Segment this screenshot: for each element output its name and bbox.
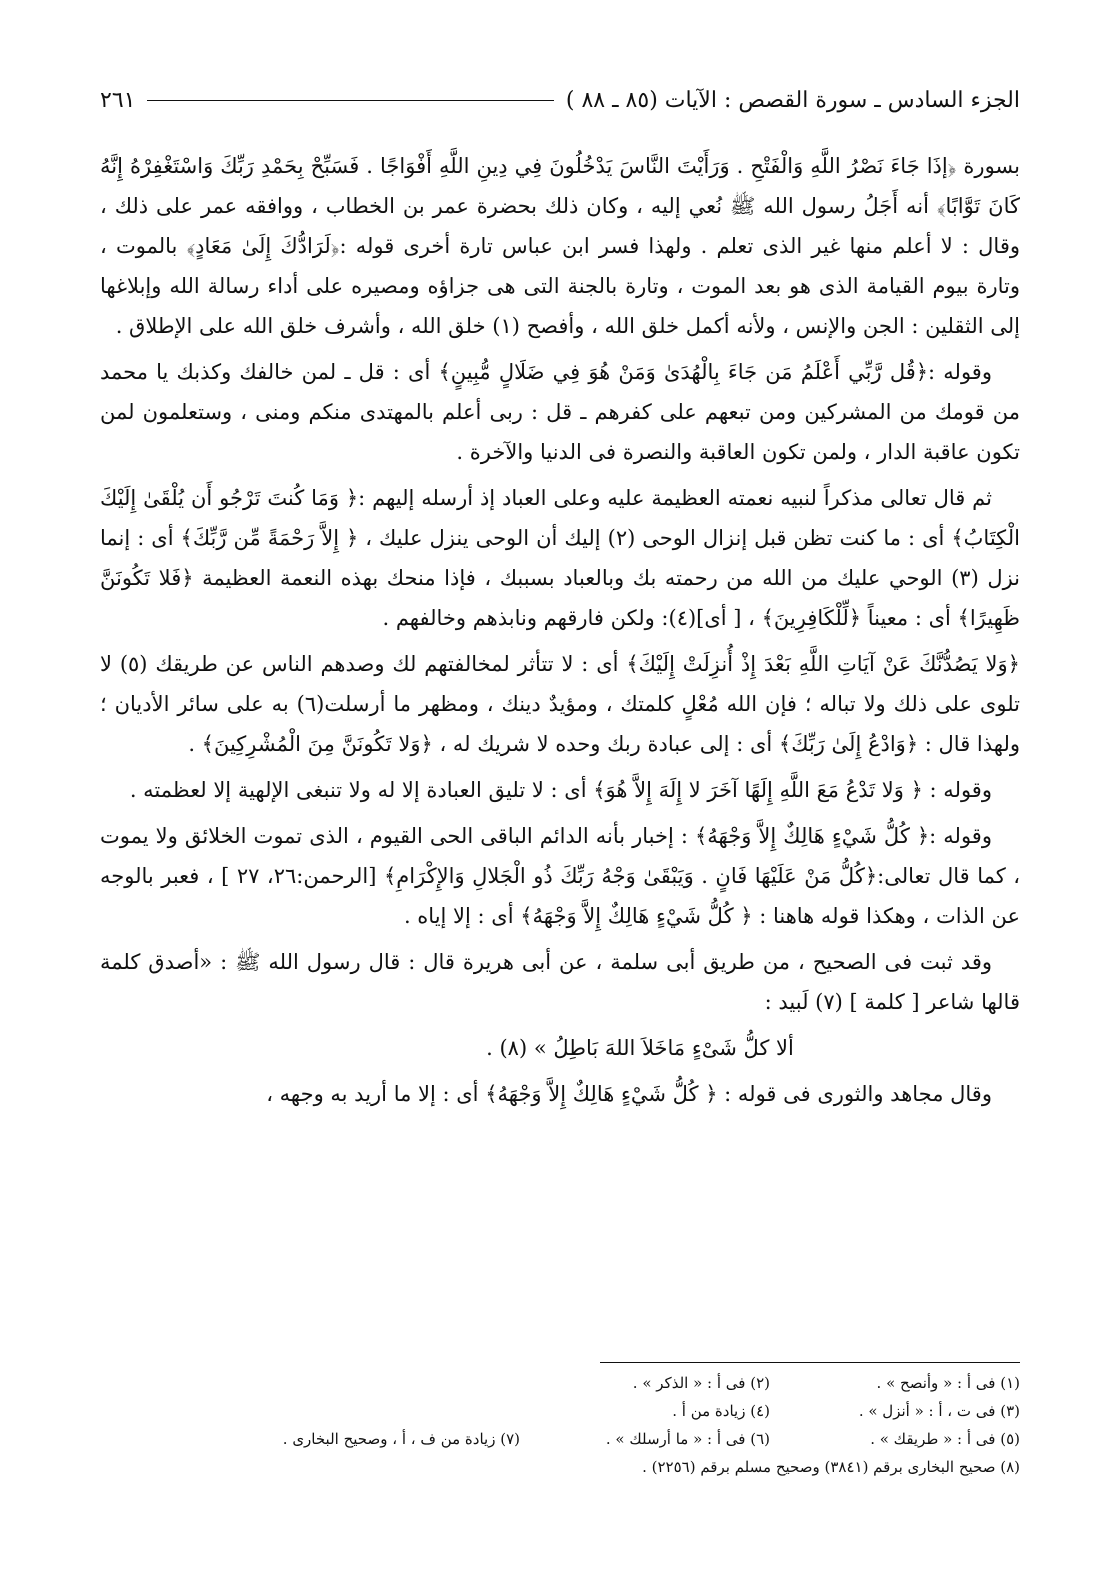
- running-head-title: الجزء السادس ـ سورة القصص : الآيات (٨٥ ـ ٨٨ ): [565, 87, 1020, 113]
- footnote-4: (٤) زيادة من أ .: [672, 1402, 770, 1420]
- paragraph-2: وقوله :﴿قُل رَّبِّي أَعْلَمُ مَن جَاءَ بِالْهُدَىٰ وَمَنْ هُوَ فِي ضَلَالٍ مُّبِينٍ﴾ أى : قل ـ لمن خالفك وكذبك يا محمد من قومك من المشركين ومن تبعهم على كفرهم ـ قل : ربى أعلم بالمهتدى منكم ومنى ، وستعلمون لمن تكون عاقبة الدار ، ولمن تكون العاقبة والنصرة فى الدنيا والآخرة .: [100, 360, 1020, 464]
- running-head: [100, 80, 1020, 120]
- footnote-row: [100, 1369, 1020, 1397]
- poem-verse: ألا كلُّ شَىْءٍ مَاخَلاَ اللهَ بَاطِلُ » (٨) .: [486, 1036, 794, 1060]
- footnote-2: (٢) فى أ : « الذكر » .: [632, 1374, 770, 1392]
- paragraph-6: وقوله :﴿ كُلُّ شَيْءٍ هَالِكٌ إِلاَّ وَجْهَهُ﴾ : إخبار بأنه الدائم الباقى الحى القيوم ، الذى تموت الخلائق ولا يموت ، كما قال تعالى:﴿كُلُّ مَنْ عَلَيْهَا فَانٍ . وَيَبْقَىٰ وَجْهُ رَبِّكَ ذُو الْجَلالِ وَالإِكْرَامِ﴾ [الرحمن:٢٦، ٢٧ ] ، فعبر بالوجه عن الذات ، وهكذا قوله هاهنا : ﴿ كُلُّ شَيْءٍ هَالِكٌ إِلاَّ وَجْهَهُ﴾ أى : إلا إياه .: [100, 824, 1021, 928]
- footnote-row: [100, 1397, 1020, 1425]
- footnote-row: [100, 1425, 1020, 1453]
- footnote-3: (٣) فى ت ، أ : « أنزل » .: [858, 1402, 1020, 1420]
- paragraph-3: ثم قال تعالى مذكراً لنبيه نعمته العظيمة عليه وعلى العباد إذ أرسله إليهم :﴿ وَمَا كُنتَ تَرْجُو أَن يُلْقَىٰ إِلَيْكَ الْكِتَابُ﴾ أى : ما كنت تظن قبل إنزال الوحى (٢) إليك أن الوحى ينزل عليك ، ﴿ إِلاَّ رَحْمَةً مِّن رَّبِّكَ﴾ أى : إنما نزل (٣) الوحي عليك من الله من رحمته بك وبالعباد بسببك ، فإذا منحك بهذه النعمة العظيمة ﴿فَلا تَكُونَنَّ ظَهِيرًا﴾ أى : معيناً ﴿لِّلْكَافِرِينَ﴾ ، [ أى](٤): ولكن فارقهم ونابذهم وخالفهم .: [100, 486, 1021, 630]
- footnote-8: (٨) صحيح البخارى برقم (٣٨٤١) وصحيح مسلم برقم (٢٢٥٦) .: [642, 1458, 1020, 1476]
- footnote-5: (٥) فى أ : « طريقك » .: [870, 1430, 1020, 1448]
- paragraph-5: وقوله : ﴿ وَلا تَدْعُ مَعَ اللَّهِ إِلَهًا آخَرَ لا إِلَهَ إِلاَّ هُوَ﴾ أى : لا تليق العبادة إلا له ولا تنبغى الإلهية إلا لعظمته .: [129, 778, 992, 802]
- footnote-7: (٧) زيادة من ف ، أ ، وصحيح البخارى .: [282, 1430, 520, 1448]
- paragraph-4: ﴿وَلا يَصُدُّنَّكَ عَنْ آيَاتِ اللَّهِ بَعْدَ إِذْ أُنزِلَتْ إِلَيْكَ﴾ أى : لا تتأثر لمخالفتهم لك وصدهم الناس عن طريقك (٥) لا تلوى على ذلك ولا تباله ؛ فإن الله مُعْلٍ كلمتك ، ومؤيدٌ دينك ، ومظهر ما أرسلت(٦) به على سائر الأديان ؛ ولهذا قال : ﴿وَادْعُ إِلَىٰ رَبِّكَ﴾ أى : إلى عبادة ربك وحده لا شريك له ، ﴿وَلا تَكُونَنَّ مِنَ الْمُشْرِكِينَ﴾ .: [100, 652, 1020, 756]
- footnotes: [100, 1362, 1020, 1481]
- footnote-rule: [600, 1362, 1020, 1363]
- footnote-1: (١) فى أ : « وأنصح » .: [876, 1374, 1020, 1392]
- footnote-row: [100, 1453, 1020, 1481]
- paragraph-7: وقد ثبت فى الصحيح ، من طريق أبى سلمة ، عن أبى هريرة قال : قال رسول الله ﷺ : «أصدق كلمة قالها شاعر [ كلمة ] (٧) لَبيد :: [100, 950, 1020, 1014]
- paragraph-8: وقال مجاهد والثورى فى قوله : ﴿ كُلُّ شَيْءٍ هَالِكٌ إِلاَّ وَجْهَهُ﴾ أى : إلا ما أريد به وجهه ،: [266, 1082, 992, 1106]
- running-head-rule: [147, 100, 553, 101]
- footnote-6: (٦) فى أ : « ما أرسلك » .: [605, 1430, 770, 1448]
- page-number: ٢٦١: [100, 87, 136, 113]
- page-body: [100, 80, 1020, 1120]
- paragraph-1: بسورة ﴿إذَا جَاءَ نَصْرُ اللَّهِ وَالْفَتْحِ . وَرَأَيْتَ النَّاسَ يَدْخُلُونَ فِي دِينِ اللَّهِ أَفْوَاجًا . فَسَبِّحْ بِحَمْدِ رَبِّكَ وَاسْتَغْفِرْهُ إِنَّهُ كَانَ تَوَّابًا﴾ أنه أَجَلُ رسول الله ﷺ نُعي إليه ، وكان ذلك بحضرة عمر بن الخطاب ، ووافقه عمر على ذلك ، وقال : لا أعلم منها غير الذى تعلم . ولهذا فسر ابن عباس تارة أخرى قوله :﴿لَرَادُّكَ إِلَىٰ مَعَادٍ﴾ بالموت ، وتارة بيوم القيامة الذى هو بعد الموت ، وتارة بالجنة التى هى جزاؤه ومصيره على أداء رسالة الله وإبلاغها إلى الثقلين : الجن والإنس ، ولأنه أكمل خلق الله ، وأفصح (١) خلق الله ، وأشرف خلق الله على الإطلاق .: [100, 154, 1020, 338]
